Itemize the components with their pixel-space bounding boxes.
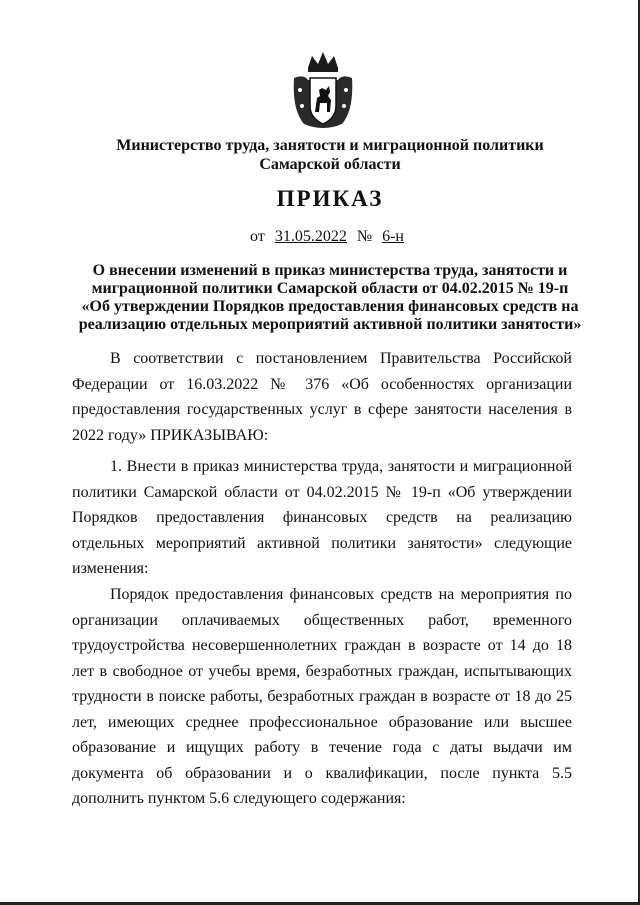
order-number-sign: № xyxy=(356,228,373,245)
subject-line-4: реализацию отдельных мероприятий активной политики занятости» xyxy=(78,316,582,333)
subject-line-2: миграционной политики Самарской области от 04.02.2015 № 19-п xyxy=(91,280,569,297)
order-meta xyxy=(200,228,460,246)
paragraph-procedure: Порядок предоставления финансовых средств на мероприятия по организации оплачиваемых общественных работ, временного трудоустройства несовершеннолетних граждан в возрасте от 14 до 18 лет в свободное от учебы время, безработных граждан, испытывающих трудности в поиске работы, безработных граждан в возрасте от 18 до 25 лет, имеющих среднее профессиональное образование или высшее образование и ищущих работу в течение года с даты выдачи им документа об образовании и о квалификации, после пункта 5.5 дополнить пунктом 5.6 следующего содержания: xyxy=(72,586,572,807)
order-subject xyxy=(60,262,600,334)
order-date: 31.05.2022 xyxy=(274,228,347,245)
paragraph-item-1: 1. Внести в приказ министерства труда, занятости и миграционной политики Самарской области от 04.02.2015 № 19-п «Об утверждении Порядков предоставления финансовых средств на реализацию отдельных мероприятий активной политики занятости» следующие изменения: xyxy=(72,458,572,577)
order-number: 6-н xyxy=(382,228,404,245)
ministry-line-2: Самарской области xyxy=(259,156,401,173)
ministry-line-1: Министерство труда, занятости и миграционной политики xyxy=(116,137,544,154)
paragraph-preamble: В соответствии с постановлением Правительства Российской Федерации от 16.03.2022 № 376 «Об особенностях организации предоставления государственных услуг в сфере занятости населения в 2022 году» ПРИКАЗЫВАЮ: xyxy=(72,350,572,444)
subject-line-3: «Об утверждении Порядков предоставления финансовых средств на xyxy=(81,298,579,315)
subject-line-1: О внесении изменений в приказ министерства труда, занятости и xyxy=(92,262,568,279)
document-type: ПРИКАЗ xyxy=(276,186,384,211)
coat-of-arms-icon xyxy=(290,50,356,132)
ministry-name xyxy=(80,136,580,174)
order-date-prefix: от xyxy=(250,228,265,245)
